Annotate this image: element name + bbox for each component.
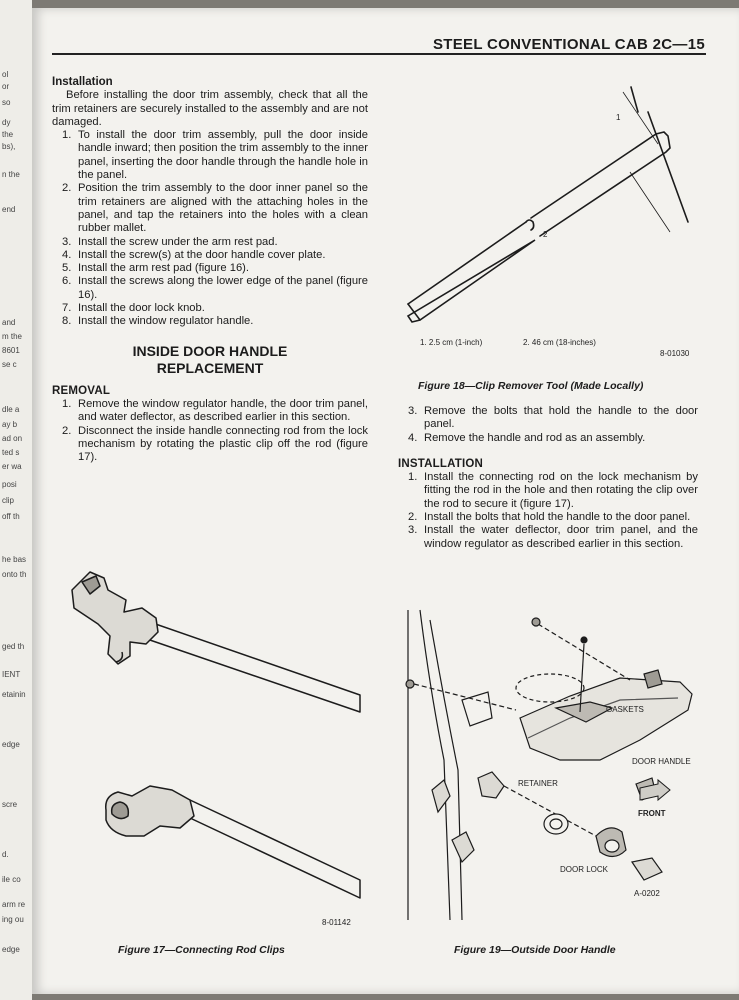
callout-1: 1 bbox=[616, 113, 621, 122]
installation-step: 4. Install the screw(s) at the door handle cover plate. bbox=[62, 248, 326, 261]
bleed-fragment: se c bbox=[2, 360, 17, 369]
bleed-fragment: end bbox=[2, 205, 16, 214]
installation-step: 6. Install the screws along the lower edge of the panel (figure 16). bbox=[62, 275, 368, 301]
bleed-fragment: arm re bbox=[2, 900, 26, 909]
installation-heading: Installation bbox=[52, 76, 113, 88]
figure19-caption: Figure 19—Outside Door Handle bbox=[454, 944, 616, 956]
bleed-fragment: posi bbox=[2, 480, 17, 489]
bleed-fragment: ad on bbox=[2, 434, 23, 443]
installation-step: 2. Position the trim assembly to the door inner panel so the trim retainers are aligned with the attaching holes in the panel, and tap the retainers into the holes with a clean rubber mallet. bbox=[62, 182, 368, 235]
bleed-fragment: d. bbox=[2, 850, 9, 859]
figure19-outside-door-handle bbox=[400, 600, 700, 930]
label-retainer: RETAINER bbox=[518, 779, 558, 788]
bleed-fragment: ged th bbox=[2, 642, 25, 651]
figure17-code: 8-01142 bbox=[322, 918, 351, 927]
label-gaskets: GASKETS bbox=[606, 705, 644, 714]
figure18-clip-remover-tool bbox=[398, 72, 698, 372]
bleed-fragment: etainin bbox=[2, 690, 26, 699]
removal-steps bbox=[52, 398, 368, 464]
label-door-lock: DOOR LOCK bbox=[560, 865, 609, 874]
callout-2: 2 bbox=[543, 230, 548, 239]
label-front: FRONT bbox=[638, 809, 666, 818]
bleed-fragment: ile co bbox=[2, 875, 21, 884]
bleed-fragment: he bas bbox=[2, 555, 27, 564]
figure18-legend-2: 2. 46 cm (18-inches) bbox=[523, 338, 596, 347]
section-title: INSIDE DOOR HANDLE REPLACEMENT bbox=[132, 342, 288, 376]
label-figure19-code: A-0202 bbox=[634, 889, 660, 898]
bleed-fragment: dle a bbox=[2, 405, 20, 414]
bleed-fragment: off th bbox=[2, 512, 20, 521]
bleed-fragment: ted s bbox=[2, 448, 20, 457]
installation-step: 3. Install the screw under the arm rest pad. bbox=[62, 235, 278, 248]
header-rule bbox=[52, 53, 706, 55]
bleed-fragment: so bbox=[2, 98, 11, 107]
bleed-fragment: er wa bbox=[2, 462, 22, 471]
removal-heading: REMOVAL bbox=[52, 384, 111, 397]
figure18-caption: Figure 18—Clip Remover Tool (Made Locally) bbox=[418, 380, 644, 392]
right-column bbox=[398, 405, 698, 551]
bleed-fragment: edge bbox=[2, 945, 20, 954]
bleed-fragment: or bbox=[2, 82, 10, 91]
installation-intro: Before installing the door trim assembly, check that all the trim retainers are securely installed to the assembly and are not damaged. bbox=[52, 89, 368, 128]
bleed-fragment: ing ou bbox=[2, 915, 24, 924]
installation-steps bbox=[52, 129, 368, 328]
installation-step: 1. To install the door trim assembly, pull the door inside handle inward; then position the trim assembly to the inner panel, inserting the door handle through the handle hole in the panel. bbox=[62, 129, 368, 182]
bleed-fragment: ol bbox=[2, 70, 9, 79]
bleed-fragment: and bbox=[2, 318, 16, 327]
installation-caps-heading: INSTALLATION bbox=[398, 457, 484, 470]
bleed-fragment: ay b bbox=[2, 420, 18, 429]
removal-steps-continued bbox=[398, 405, 698, 445]
removal-step: 4. Remove the handle and rod as an assembly. bbox=[408, 431, 646, 444]
installation-step: 1. Install the connecting rod on the lock mechanism by fitting the rod in the hole and then rotating the clip over the rod to secure it (figure 17). bbox=[408, 471, 698, 510]
bleed-fragment: dy bbox=[2, 118, 11, 127]
figure18-legend-1: 1. 2.5 cm (1-inch) bbox=[420, 338, 483, 347]
inside-handle-installation-steps bbox=[398, 471, 698, 551]
bleed-fragment: bs), bbox=[2, 142, 16, 151]
figure17-caption: Figure 17—Connecting Rod Clips bbox=[118, 944, 285, 956]
bleed-fragment: edge bbox=[2, 740, 20, 749]
installation-step: 8. Install the window regulator handle. bbox=[62, 315, 254, 328]
installation-step: 3. Install the water deflector, door trim panel, and the window regulator as described earlier in this section. bbox=[408, 524, 698, 550]
left-column bbox=[52, 76, 368, 464]
removal-step: 3. Remove the bolts that hold the handle to the door panel. bbox=[408, 405, 698, 431]
bleed-fragment: scre bbox=[2, 800, 18, 809]
installation-step: 2. Install the bolts that hold the handle to the door panel. bbox=[408, 511, 691, 524]
installation-step: 7. Install the door lock knob. bbox=[62, 302, 205, 315]
page-header-title: STEEL CONVENTIONAL CAB 2C—15 bbox=[432, 36, 705, 53]
removal-step: 1. Remove the window regulator handle, the door trim panel, and water deflector, as described earlier in this section. bbox=[62, 397, 368, 424]
figure18-code: 8-01030 bbox=[660, 349, 690, 358]
removal-step: 2. Disconnect the inside handle connecting rod from the lock mechanism by rotating the plastic clip off the rod (figure 17). bbox=[62, 424, 368, 464]
bleed-fragment: 8601 bbox=[2, 346, 20, 355]
bleed-fragment: onto th bbox=[2, 570, 27, 579]
previous-page-edge bbox=[0, 0, 32, 1000]
bleed-fragment: n the bbox=[2, 170, 20, 179]
installation-step: 5. Install the arm rest pad (figure 16). bbox=[62, 262, 249, 275]
bleed-fragment: IENT bbox=[2, 670, 21, 679]
label-door-handle: DOOR HANDLE bbox=[632, 757, 691, 766]
bleed-fragment: clip bbox=[2, 496, 15, 505]
bleed-fragment: m the bbox=[2, 332, 23, 341]
figure17-connecting-rod-clips bbox=[60, 560, 380, 935]
bleed-fragment: the bbox=[2, 130, 14, 139]
